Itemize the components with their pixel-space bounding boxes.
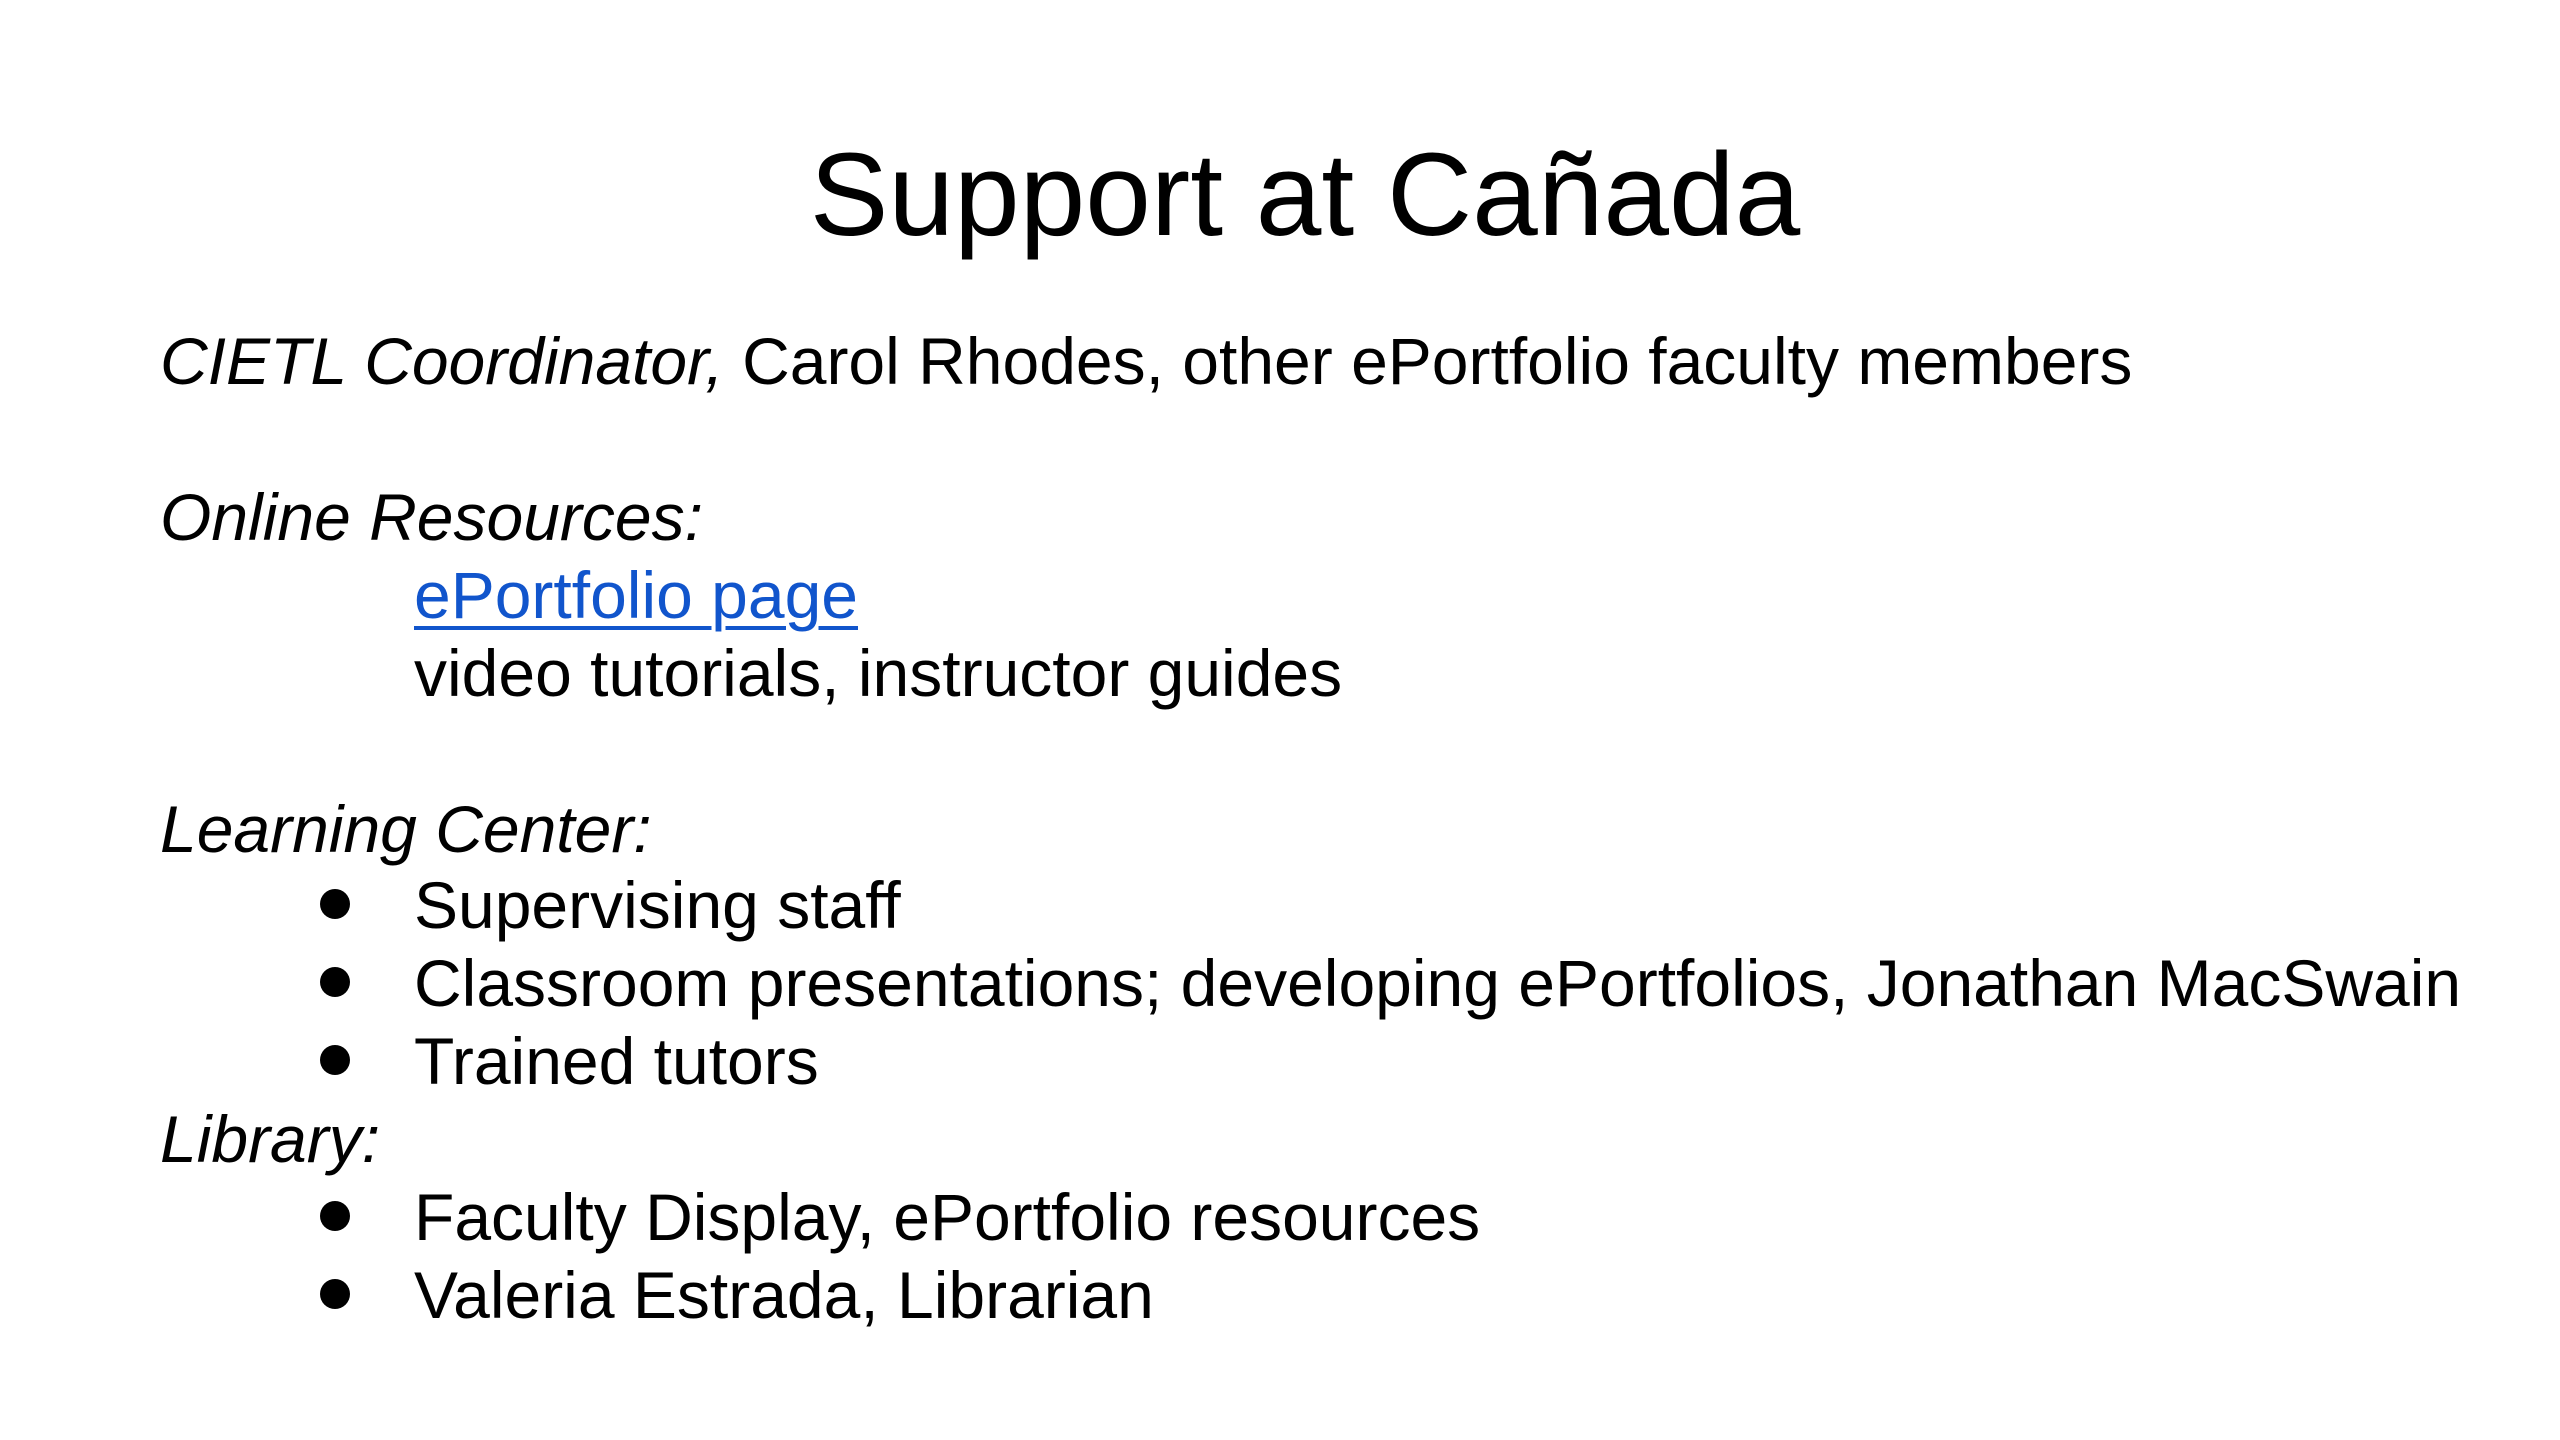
coordinator-text: Carol Rhodes, other ePortfolio faculty members bbox=[723, 324, 2133, 398]
slide-title: Support at Cañada bbox=[809, 129, 1801, 261]
bullet-icon bbox=[320, 1201, 350, 1231]
eportfolio-page-link[interactable]: ePortfolio page bbox=[414, 558, 858, 632]
bullet-icon bbox=[320, 1045, 350, 1075]
list-item: Supervising staff bbox=[414, 868, 901, 942]
eportfolio-link-line bbox=[414, 556, 858, 634]
bullet-icon bbox=[320, 967, 350, 997]
online-resources-label: Online Resources: bbox=[160, 480, 703, 554]
coordinator-label: CIETL Coordinator, bbox=[160, 324, 724, 398]
learning-center-label: Learning Center: bbox=[160, 792, 652, 866]
list-item: Faculty Display, ePortfolio resources bbox=[414, 1180, 1481, 1254]
bullet-icon bbox=[320, 889, 350, 919]
bullet-icon bbox=[320, 1279, 350, 1309]
library-label: Library: bbox=[160, 1102, 381, 1176]
list-item: Trained tutors bbox=[414, 1024, 819, 1098]
list-item: Valeria Estrada, Librarian bbox=[414, 1258, 1154, 1332]
list-item: Classroom presentations; developing ePortfolios, Jonathan MacSwain bbox=[414, 946, 2462, 1020]
online-resources-text: video tutorials, instructor guides bbox=[414, 636, 1343, 710]
coordinator-line bbox=[160, 322, 2132, 400]
